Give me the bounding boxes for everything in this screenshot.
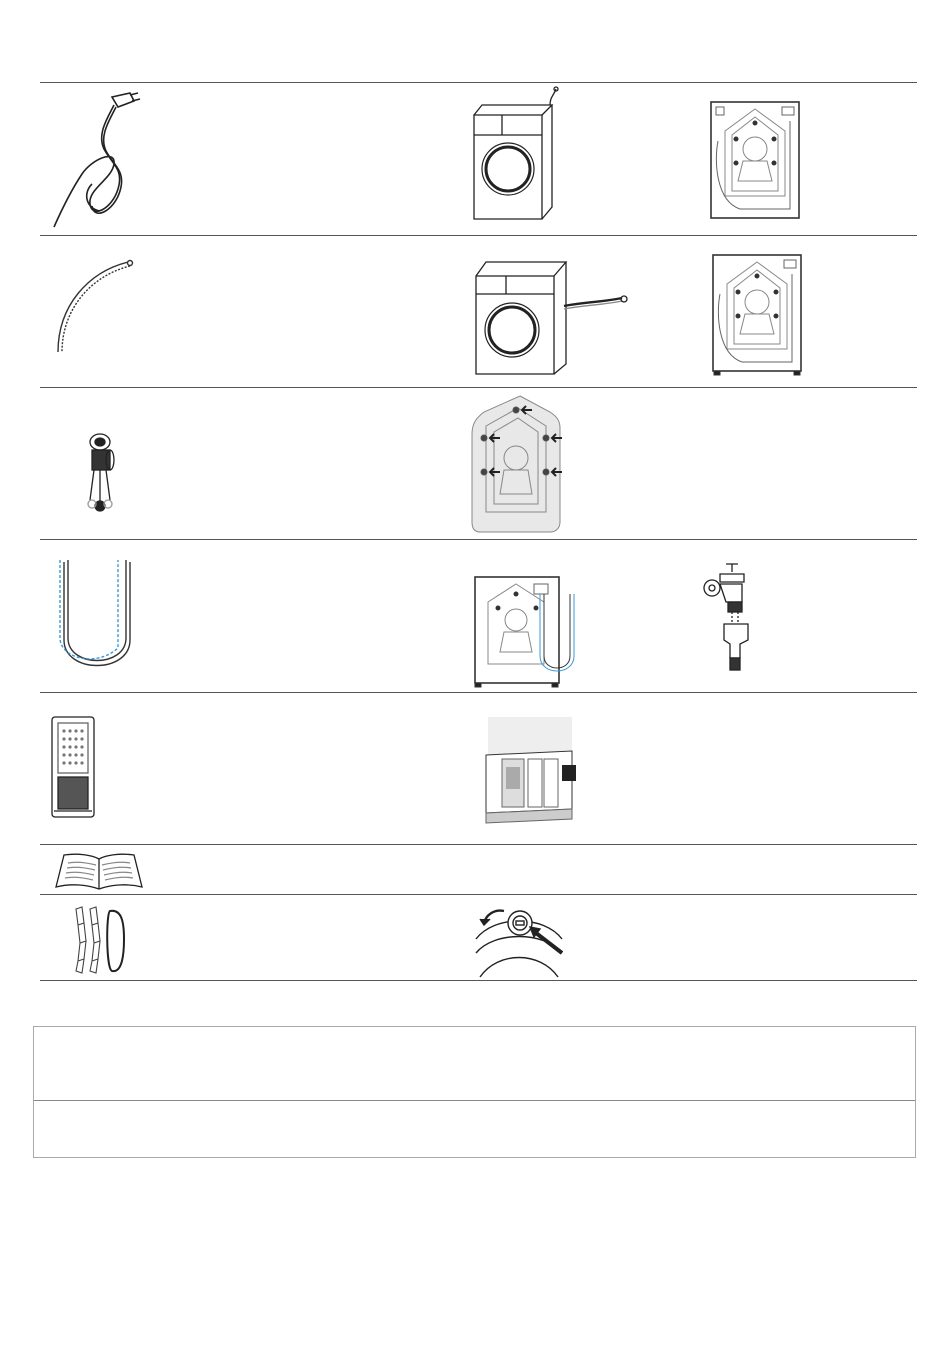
washer-side-hose-illustration [474,248,634,376]
accessories-table [40,82,917,981]
bolt-caps-icon [70,903,130,975]
accessory-row-drain-hose [40,539,917,692]
washer-back-panel-illustration [710,101,802,221]
back-panel-bolts-illustration [470,394,580,534]
accessory-row-user-manual [40,844,917,894]
bolt-plug-icon [80,428,130,518]
detergent-box-icon [50,715,96,819]
accessory-row-transit-bolt-plug [40,387,917,539]
note-row-1 [34,1027,915,1101]
user-manual-icon [54,851,144,889]
washer-back-hose-illustration [474,576,594,688]
accessory-row-bolt-caps [40,894,917,981]
washer-back-panel-illustration-2 [712,254,804,376]
tap-adapter-illustration [696,562,766,672]
note-row-2 [34,1101,915,1157]
accessory-row-detergent-box [40,692,917,844]
washer-cord-illustration [472,87,572,221]
inlet-hose-icon [48,256,138,356]
power-cord-icon [52,89,142,229]
notes-box [33,1026,916,1158]
accessory-row-inlet-hose [40,235,917,387]
detergent-drawer-illustration [484,715,576,823]
drain-hose-icon [56,558,136,678]
door-cap-fitting-illustration [474,901,564,979]
accessory-row-power-cord [40,82,917,235]
